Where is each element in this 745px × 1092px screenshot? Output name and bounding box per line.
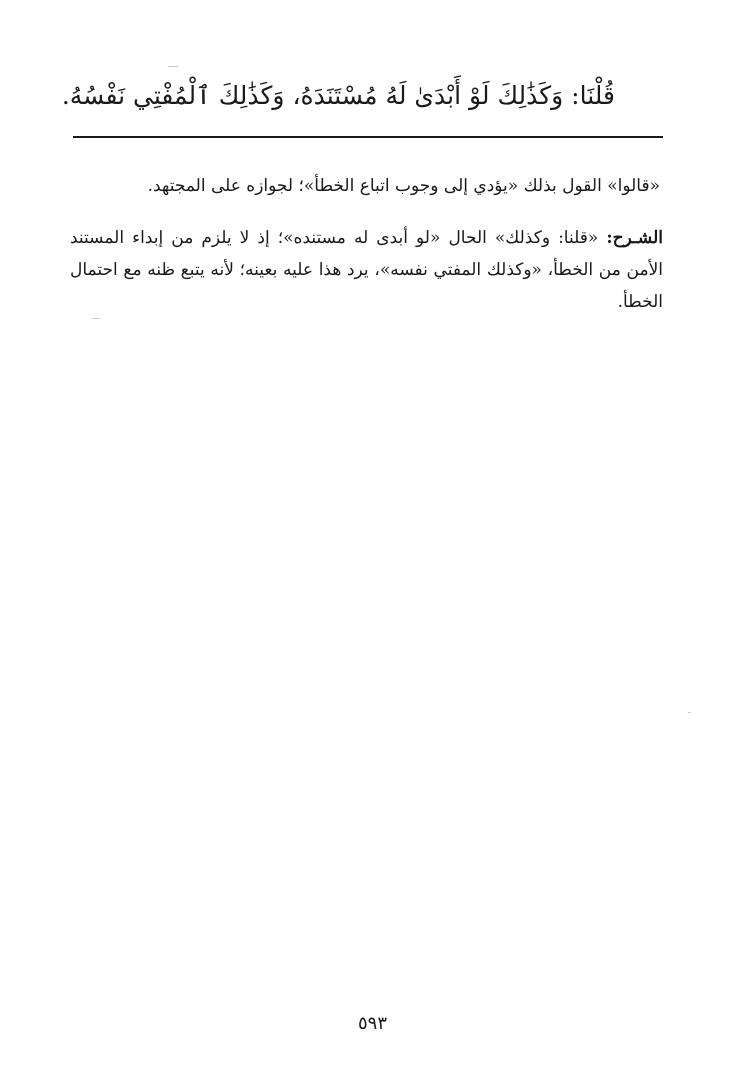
- sharh-text: «قلنا: وكذلك» الحال «لو أبدى له مستنده»؛ إذ لا يلزم من إبداء المستند الأمن من الخطأ، «وكذلك المفتي نفسه»، يرد هذا عليه بعينه؛ لأنه يتبع ظنه مع احتمال الخطأ.: [70, 228, 663, 312]
- matn-text: قُلْنَا: وَكَذَٰلِكَ لَوْ أَبْدَىٰ لَهُ مُسْتَنَدَهُ، وَكَذَٰلِكَ ٱلْمُفْتِي نَفْسُهُ.: [61, 81, 615, 110]
- sharh-label: الشـرح:: [606, 228, 663, 248]
- separator-rule: [73, 136, 663, 138]
- scan-speck: [92, 318, 100, 319]
- page-number: ٥٩٣: [357, 1013, 387, 1034]
- objection-paragraph: «قالوا» القول بذلك «يؤدي إلى وجوب اتباع الخطأ»؛ لجوازه على المجتهد.: [147, 176, 660, 196]
- scan-speck: [168, 66, 178, 67]
- scan-speck: [688, 712, 691, 713]
- sharh-paragraph: [70, 222, 663, 318]
